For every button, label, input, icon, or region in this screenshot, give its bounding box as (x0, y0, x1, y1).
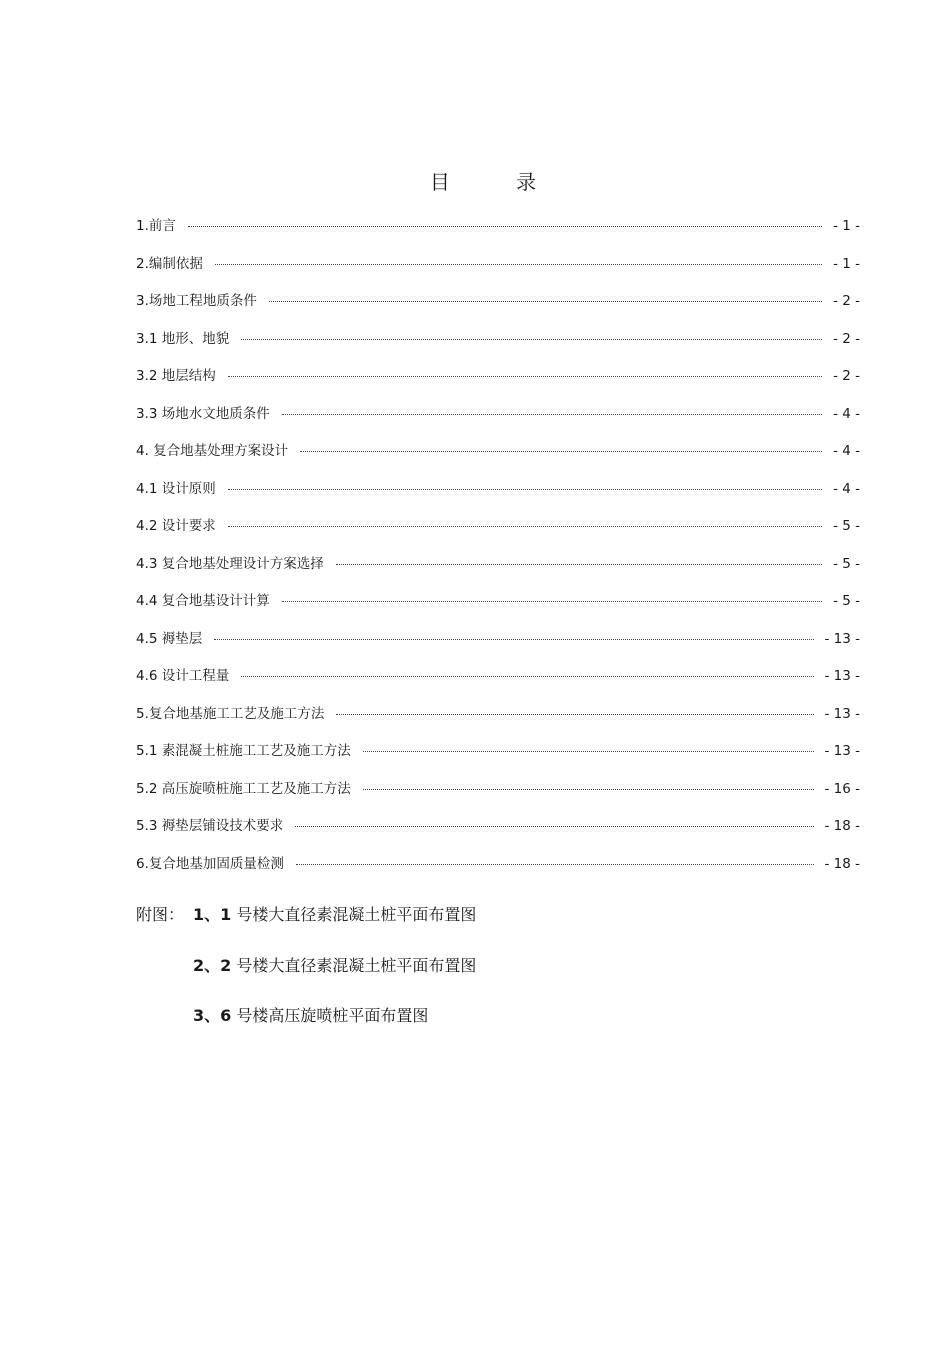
toc-entry[interactable] (136, 740, 860, 778)
toc-entry[interactable] (136, 440, 860, 478)
toc-entry-page: - 2 - (833, 368, 860, 384)
toc-entry[interactable] (136, 553, 860, 591)
toc-entry[interactable] (136, 253, 860, 291)
appendix-item-text: 号楼大直径素混凝土桩平面布置图 (231, 955, 477, 975)
toc-leader-dots (188, 212, 822, 227)
toc-entry-label: 5.1 素混凝土桩施工工艺及施工方法 (136, 743, 351, 759)
toc-entry-page: - 13 - (824, 668, 860, 684)
toc-entry[interactable] (136, 515, 860, 553)
toc-entry-label: 5.3 褥垫层铺设技术要求 (136, 818, 284, 834)
toc-entry[interactable] (136, 590, 860, 628)
toc-leader-dots (295, 812, 814, 827)
toc-entry-label: 3.3 场地水文地质条件 (136, 405, 270, 422)
toc-leader-dots (336, 700, 814, 715)
toc-entry-label: 4.1 设计原则 (136, 480, 216, 497)
toc-entry-page: - 5 - (833, 518, 860, 534)
toc-entry-page: - 4 - (833, 405, 860, 422)
appendix-item (136, 954, 476, 1005)
toc-entry[interactable] (136, 403, 860, 441)
toc-entry-label: 4.6 设计工程量 (136, 668, 230, 684)
toc-entry[interactable] (136, 628, 860, 666)
toc-entry-page: - 4 - (833, 480, 860, 497)
toc-entry-label: 4.2 设计要求 (136, 518, 216, 534)
toc-leader-dots (282, 587, 822, 602)
toc-entry[interactable] (136, 365, 860, 403)
toc-leader-dots (228, 362, 822, 377)
toc-leader-dots (296, 850, 815, 865)
toc-leader-dots (215, 250, 822, 265)
appendix-item (136, 1004, 476, 1055)
toc-entry-label: 3.场地工程地质条件 (136, 293, 257, 309)
toc-entry[interactable] (136, 778, 860, 816)
toc-entry[interactable] (136, 815, 860, 853)
toc-entry[interactable] (136, 478, 860, 516)
appendix-item-text: 号楼高压旋喷桩平面布置图 (231, 1006, 429, 1025)
toc-entry-label: 6.复合地基加固质量检测 (136, 855, 284, 872)
toc-leader-dots (336, 550, 822, 565)
toc-entry[interactable] (136, 328, 860, 366)
toc-list (136, 215, 860, 890)
toc-entry-label: 4. 复合地基处理方案设计 (136, 443, 289, 459)
toc-leader-dots (228, 475, 822, 490)
toc-entry[interactable] (136, 290, 860, 328)
appendix-item-number: 1、1 (193, 905, 232, 924)
toc-entry-page: - 18 - (824, 818, 860, 834)
toc-title: 目 录 (429, 170, 567, 194)
toc-entry-page: - 18 - (824, 855, 860, 872)
toc-entry-label: 4.5 褥垫层 (136, 630, 203, 647)
appendix-item-text: 号楼大直径素混凝土桩平面布置图 (231, 905, 477, 924)
toc-leader-dots (228, 512, 822, 527)
toc-leader-dots (282, 400, 822, 415)
toc-entry-page: - 13 - (824, 705, 860, 722)
toc-entry[interactable] (136, 703, 860, 741)
toc-leader-dots (241, 662, 814, 677)
toc-leader-dots (241, 325, 822, 340)
appendix-item-number: 2、2 (193, 955, 232, 975)
toc-entry-label: 3.1 地形、地貌 (136, 330, 230, 347)
toc-entry-page: - 13 - (824, 743, 860, 759)
toc-entry-label: 4.3 复合地基处理设计方案选择 (136, 555, 324, 572)
appendix-item (136, 903, 476, 954)
toc-leader-dots (214, 625, 814, 640)
toc-entry-label: 2.编制依据 (136, 255, 203, 272)
toc-entry-page: - 13 - (824, 630, 860, 647)
toc-entry-label: 5.复合地基施工工艺及施工方法 (136, 705, 325, 722)
appendix-list (136, 903, 476, 1055)
toc-leader-dots (300, 437, 822, 452)
toc-entry-label: 5.2 高压旋喷桩施工工艺及施工方法 (136, 780, 351, 797)
toc-entry-page: - 1 - (833, 218, 860, 234)
toc-entry-page: - 5 - (833, 593, 860, 609)
appendix-item-number: 3、6 (193, 1006, 232, 1025)
toc-entry-page: - 4 - (833, 443, 860, 459)
toc-entry-page: - 1 - (833, 255, 860, 272)
toc-leader-dots (363, 775, 815, 790)
toc-leader-dots (269, 287, 822, 302)
toc-entry[interactable] (136, 665, 860, 703)
toc-entry-label: 3.2 地层结构 (136, 368, 216, 384)
toc-entry-page: - 16 - (824, 780, 860, 797)
toc-entry-page: - 2 - (833, 293, 860, 309)
toc-entry[interactable] (136, 853, 860, 891)
appendix-lead: 附图： (136, 905, 185, 924)
toc-entry-page: - 2 - (833, 330, 860, 347)
toc-leader-dots (363, 737, 815, 752)
toc-entry-label: 1.前言 (136, 218, 176, 234)
toc-entry-page: - 5 - (833, 555, 860, 572)
toc-entry-label: 4.4 复合地基设计计算 (136, 593, 270, 609)
toc-entry[interactable] (136, 215, 860, 253)
